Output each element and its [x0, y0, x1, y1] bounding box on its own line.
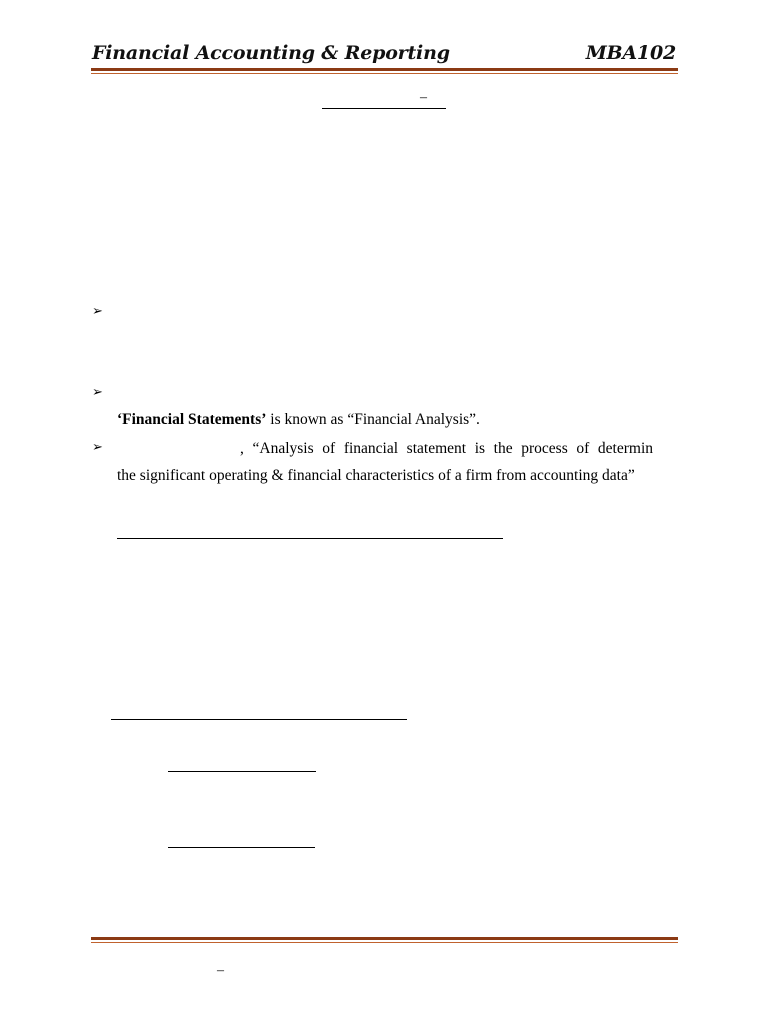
title-underline	[322, 108, 446, 109]
footer-rule	[91, 937, 678, 943]
subheading-underline	[168, 847, 315, 848]
arrowhead-bullet-icon: ➢	[92, 440, 103, 455]
paragraph-text: is known as “Financial Analysis”.	[266, 411, 480, 428]
bold-term: ‘Financial Statements’	[117, 411, 267, 428]
header-title: Financial Accounting & Reporting	[92, 42, 450, 64]
definition-line-1: , “Analysis of financial statement is the process of determin	[240, 440, 653, 457]
definition-line-2: the significant operating & financial characteristics of a firm from accounting data”	[117, 467, 635, 484]
arrowhead-bullet-icon: ➢	[92, 385, 103, 400]
footer-dash: –	[217, 963, 224, 978]
subheading-underline	[168, 771, 316, 772]
arrowhead-bullet-icon: ➢	[92, 304, 103, 319]
paragraph-financial-statements	[117, 412, 480, 428]
section-heading-underline	[111, 719, 407, 720]
title-dash: –	[420, 90, 427, 105]
header-rule	[91, 68, 678, 74]
header-course-code: MBA102	[585, 42, 676, 64]
section-heading-underline	[117, 538, 503, 539]
